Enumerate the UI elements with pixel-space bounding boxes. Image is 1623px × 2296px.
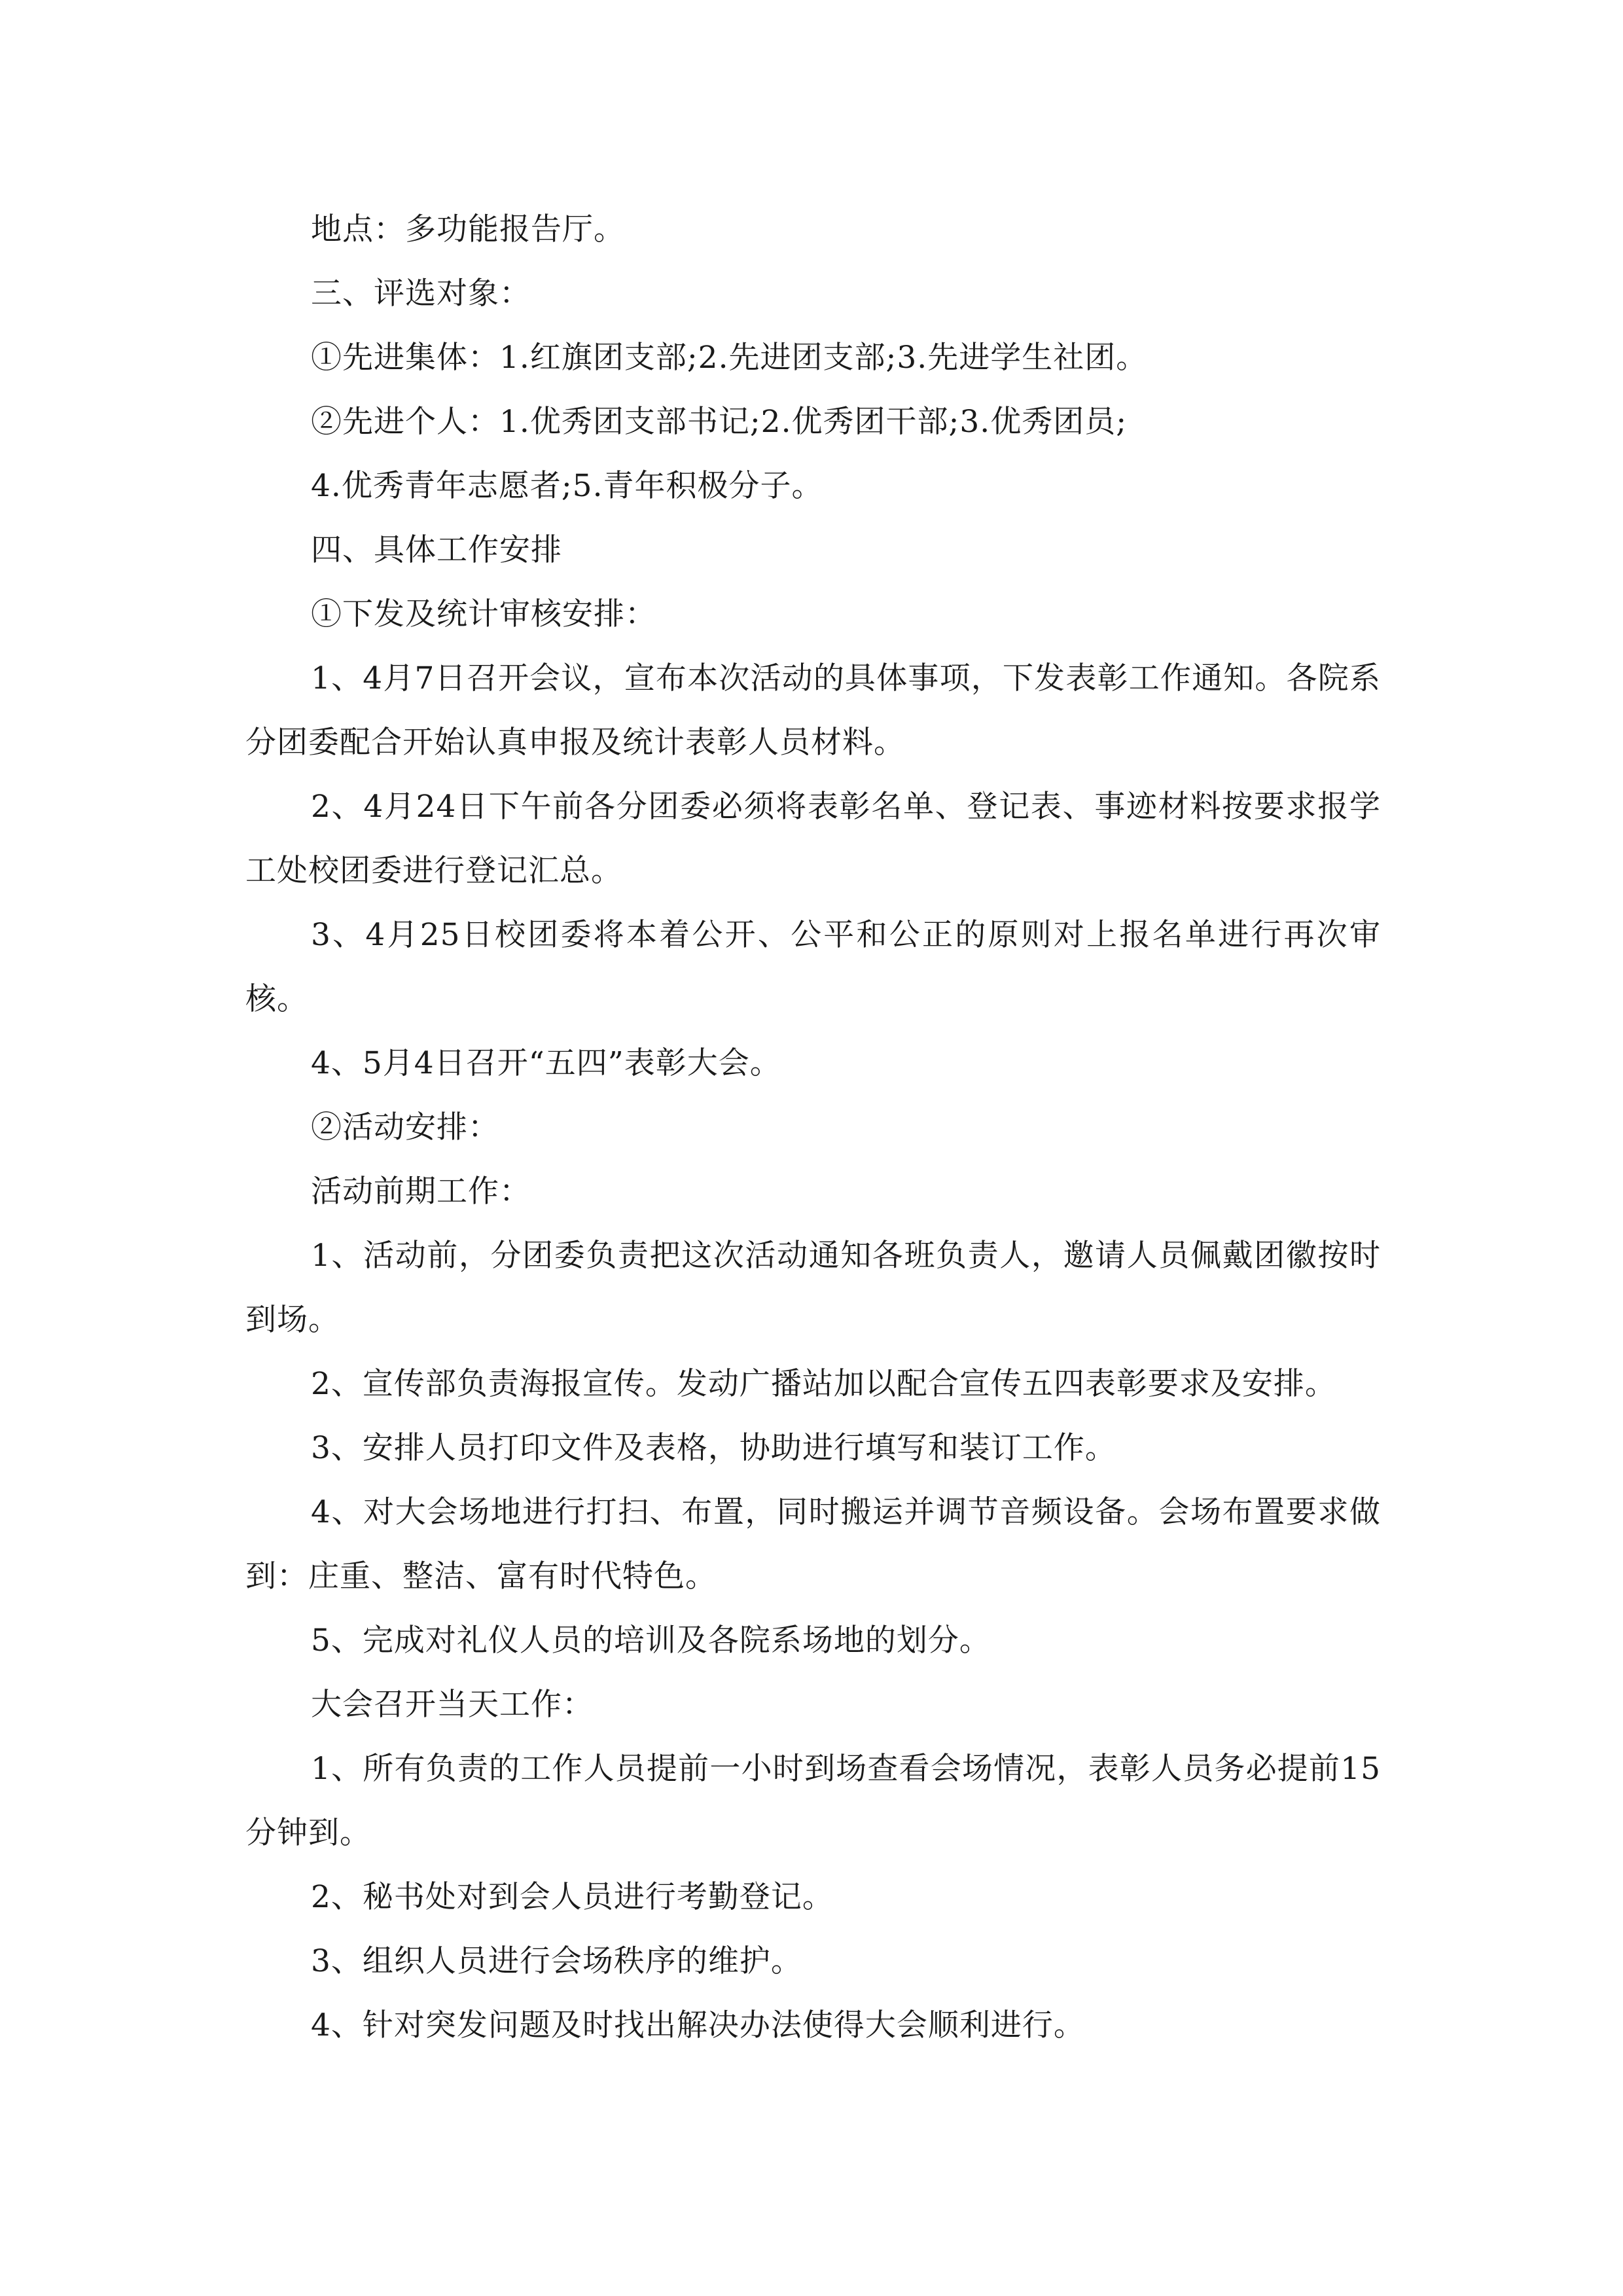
heading-work-arrangement: 四、具体工作安排 — [311, 532, 562, 568]
paragraph-advanced-collectives: ①先进集体：1.红旗团支部;2.先进团支部;3.先进学生社团。 — [311, 340, 1148, 376]
document-body — [245, 198, 1381, 2058]
paragraph-review-item-2: 2、4月24日下午前各分团委必须将表彰名单、登记表、事迹材料按要求报学工处校团委进行登记汇总。 — [245, 789, 1381, 889]
paragraph-meeting-item-1: 1、所有负责的工作人员提前一小时到场查看会场情况，表彰人员务必提前15分钟到。 — [245, 1751, 1381, 1851]
subheading-preparation-work: 活动前期工作： — [311, 1174, 531, 1210]
heading-selection-targets: 三、评选对象： — [311, 276, 531, 312]
paragraph-preparation-item-5: 5、完成对礼仪人员的培训及各院系场地的划分。 — [311, 1623, 991, 1659]
paragraph-meeting-item-4: 4、针对突发问题及时找出解决办法使得大会顺利进行。 — [311, 2007, 1085, 2043]
paragraph-review-item-1: 1、4月7日召开会议，宣布本次活动的具体事项，下发表彰工作通知。各院系分团委配合开始认真申报及统计表彰人员材料。 — [245, 660, 1381, 761]
subheading-review-arrangement: ①下发及统计审核安排： — [311, 596, 656, 632]
paragraph-meeting-item-2: 2、秘书处对到会人员进行考勤登记。 — [311, 1879, 834, 1915]
paragraph-individuals-continued: 4.优秀青年志愿者;5.青年积极分子。 — [311, 468, 823, 504]
paragraph-review-item-3: 3、4月25日校团委将本着公开、公平和公正的原则对上报名单进行再次审核。 — [245, 917, 1381, 1017]
paragraph-preparation-item-3: 3、安排人员打印文件及表格，协助进行填写和装订工作。 — [311, 1430, 1116, 1466]
paragraph-preparation-item-4: 4、对大会场地进行打扫、布置，同时搬运并调节音频设备。会场布置要求做到：庄重、整洁、富有时代特色。 — [245, 1494, 1381, 1594]
paragraph-meeting-item-3: 3、组织人员进行会场秩序的维护。 — [311, 1943, 802, 1979]
paragraph-preparation-item-1: 1、活动前，分团委负责把这次活动通知各班负责人，邀请人员佩戴团徽按时到场。 — [245, 1238, 1381, 1338]
paragraph-preparation-item-2: 2、宣传部负责海报宣传。发动广播站加以配合宣传五四表彰要求及安排。 — [311, 1366, 1336, 1402]
subheading-meeting-day-work: 大会召开当天工作： — [311, 1687, 594, 1723]
paragraph-advanced-individuals: ②先进个人：1.优秀团支部书记;2.优秀团干部;3.优秀团员; — [311, 404, 1128, 440]
paragraph-review-item-4: 4、5月4日召开“五四”表彰大会。 — [311, 1045, 781, 1081]
paragraph-location: 地点：多功能报告厅。 — [311, 211, 625, 247]
subheading-activity-arrangement: ②活动安排： — [311, 1109, 499, 1145]
